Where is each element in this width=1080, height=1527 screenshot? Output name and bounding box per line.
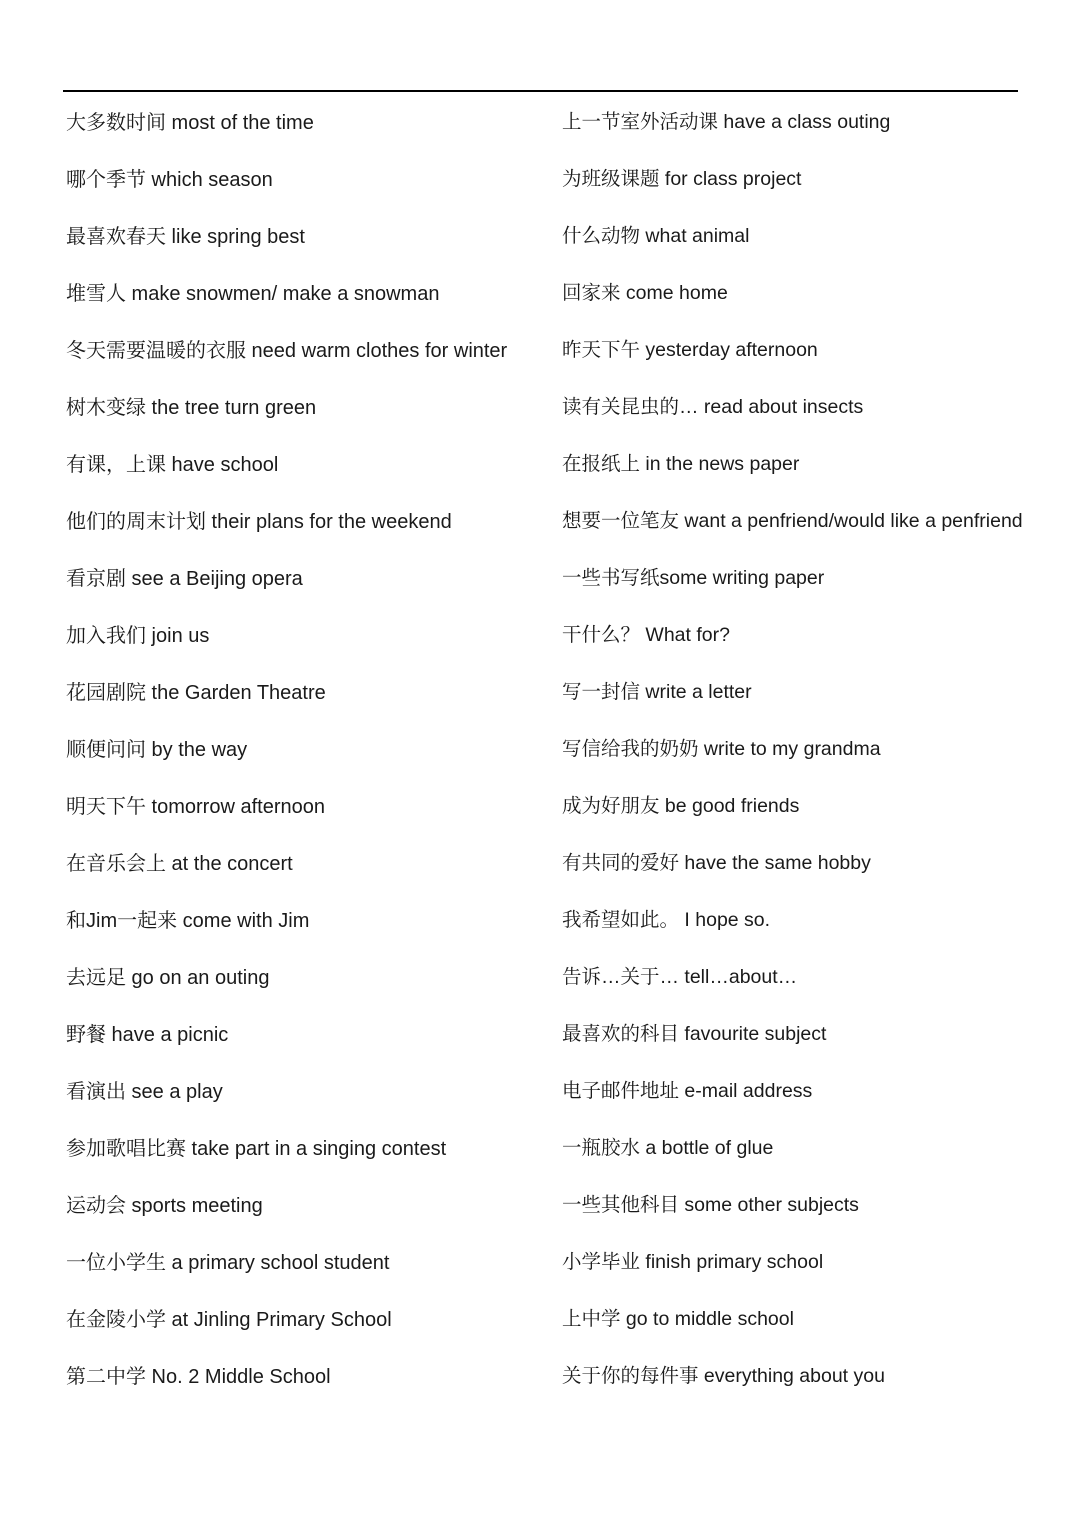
left-phrase-10: 加入我们 join us (66, 625, 210, 647)
right-phrase-6: 读有关昆虫的… read about insects (562, 396, 864, 418)
left-phrase-22: 在金陵小学 at Jinling Primary School (66, 1309, 392, 1331)
left-phrase-17: 野餐 have a picnic (66, 1024, 229, 1046)
left-phrase-18: 看演出 see a play (66, 1081, 223, 1103)
left-phrase-14: 在音乐会上 at the concert (66, 853, 293, 875)
left-phrase-1: 大多数时间 most of the time (66, 112, 314, 134)
right-phrase-11: 写一封信 write a letter (562, 681, 752, 703)
right-phrase-column (562, 107, 1072, 1418)
left-phrase-column (66, 108, 546, 1419)
left-phrase-8: 他们的周末计划 their plans for the weekend (66, 511, 452, 533)
right-phrase-7: 在报纸上 in the news paper (562, 453, 800, 475)
right-phrase-3: 什么动物 what animal (562, 225, 750, 247)
right-phrase-8: 想要一位笔友 want a penfriend/would like a penfriend (562, 510, 1023, 532)
left-phrase-6: 树木变绿 the tree turn green (66, 397, 317, 419)
right-phrase-16: 告诉…关于… tell…about… (562, 966, 798, 988)
right-phrase-19: 一瓶胶水 a bottle of glue (562, 1137, 774, 1159)
left-phrase-4: 堆雪人 make snowmen/ make a snowman (66, 283, 440, 305)
right-phrase-13: 成为好朋友 be good friends (562, 795, 800, 817)
right-phrase-12: 写信给我的奶奶 write to my grandma (562, 738, 881, 760)
left-phrase-13: 明天下午 tomorrow afternoon (66, 796, 325, 818)
right-phrase-2: 为班级课题 for class project (562, 168, 802, 190)
right-phrase-4: 回家来 come home (562, 282, 728, 304)
right-phrase-22: 上中学 go to middle school (562, 1308, 794, 1330)
left-phrase-20: 运动会 sports meeting (66, 1195, 263, 1217)
left-phrase-2: 哪个季节 which season (66, 169, 273, 191)
left-phrase-5: 冬天需要温暖的衣服 need warm clothes for winter (66, 340, 508, 362)
right-phrase-17: 最喜欢的科目 favourite subject (562, 1023, 827, 1045)
left-phrase-9: 看京剧 see a Beijing opera (66, 568, 303, 590)
right-phrase-18: 电子邮件地址 e-mail address (562, 1080, 813, 1102)
left-phrase-12: 顺便问问 by the way (66, 739, 248, 761)
left-phrase-16: 去远足 go on an outing (66, 967, 270, 989)
left-phrase-7: 有课，上课 have school (66, 454, 279, 476)
left-phrase-19: 参加歌唱比赛 take part in a singing contest (66, 1138, 447, 1160)
left-phrase-21: 一位小学生 a primary school student (66, 1252, 390, 1274)
right-phrase-15: 我希望如此。 I hope so. (562, 909, 771, 931)
left-phrase-3: 最喜欢春天 like spring best (66, 226, 305, 248)
right-phrase-23: 关于你的每件事 everything about you (562, 1365, 885, 1387)
left-phrase-15: 和Jim一起来 come with Jim (66, 910, 310, 932)
right-phrase-1: 上一节室外活动课 have a class outing (562, 111, 891, 133)
right-phrase-10: 干什么？ What for? (562, 624, 730, 646)
right-phrase-5: 昨天下午 yesterday afternoon (562, 339, 818, 361)
top-rule (63, 90, 1018, 92)
left-phrase-11: 花园剧院 the Garden Theatre (66, 682, 326, 704)
right-phrase-20: 一些其他科目 some other subjects (562, 1194, 859, 1216)
right-phrase-9: 一些书写纸some writing paper (562, 567, 825, 589)
left-phrase-23: 第二中学 No. 2 Middle School (66, 1366, 331, 1388)
right-phrase-21: 小学毕业 finish primary school (562, 1251, 824, 1273)
right-phrase-14: 有共同的爱好 have the same hobby (562, 852, 871, 874)
